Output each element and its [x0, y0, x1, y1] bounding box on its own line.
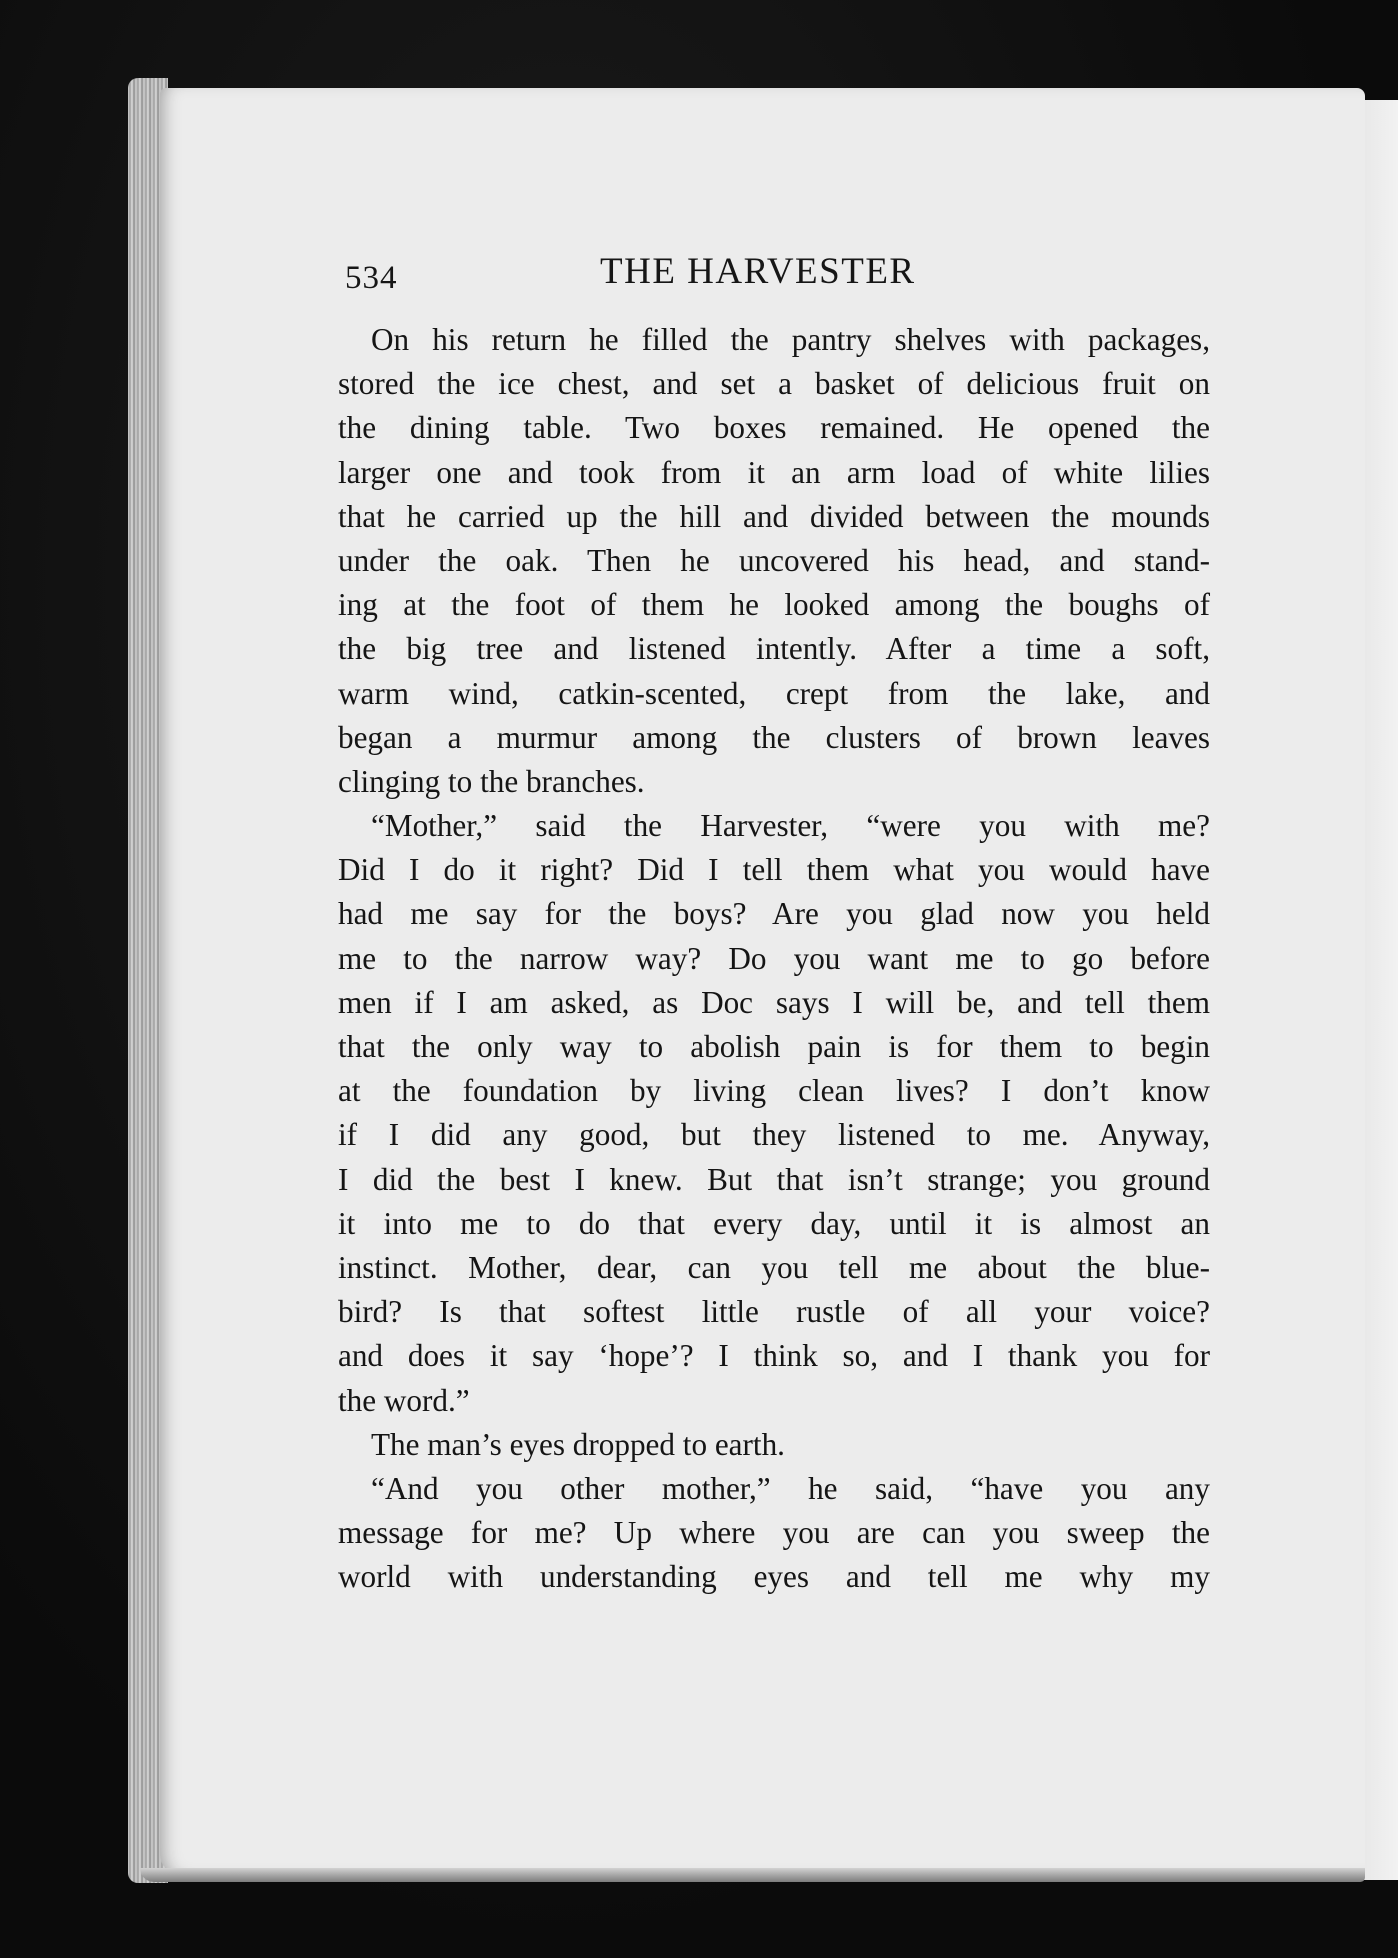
text-line: world with understanding eyes and tell me why my [338, 1559, 1210, 1595]
text-line: The man’s eyes dropped to earth. [371, 1426, 785, 1462]
text-line: bird? Is that softest little rustle of all your voice? [338, 1294, 1210, 1330]
text-line: On his return he filled the pantry shelves with packages, [371, 322, 1210, 357]
running-title: THE HARVESTER [600, 251, 916, 292]
text-line: me to the narrow way? Do you want me to go before [338, 940, 1210, 976]
text-line: stored the ice chest, and set a basket of delicious fruit on [338, 366, 1210, 402]
text-line: began a murmur among the clusters of brown leaves [338, 719, 1210, 755]
text-line: “And you other mother,” he said, “have you any [371, 1470, 1210, 1506]
text-line: that the only way to abolish pain is for them to begin [338, 1029, 1210, 1064]
text-line: I did the best I knew. But that isn’t strange; you ground [338, 1161, 1210, 1197]
text-line: the big tree and listened intently. After a time a soft, [338, 631, 1210, 667]
text-line: the dining table. Two boxes remained. He opened the [338, 410, 1210, 446]
page-bottom-edge [140, 1868, 1365, 1882]
body-text [338, 318, 1210, 1599]
text-line: ing at the foot of them he looked among the boughs of [338, 587, 1210, 623]
text-line: message for me? Up where you are can you sweep the [338, 1515, 1210, 1551]
page-number: 534 [345, 260, 398, 296]
page-header [345, 250, 1205, 310]
text-line: that he carried up the hill and divided between the mounds [338, 498, 1210, 534]
text-line: warm wind, catkin-scented, crept from the lake, and [338, 675, 1210, 711]
text-line: and does it say ‘hope’? I think so, and I thank you for [338, 1338, 1210, 1374]
text-line: the word.” [338, 1382, 470, 1418]
text-line: “Mother,” said the Harvester, “were you with me? [371, 808, 1210, 844]
text-line: men if I am asked, as Doc says I will be, and tell them [338, 984, 1210, 1020]
text-line: had me say for the boys? Are you glad now you held [338, 896, 1210, 932]
text-line: it into me to do that every day, until it is almost an [338, 1205, 1210, 1241]
text-line: larger one and took from it an arm load of white lilies [338, 454, 1210, 490]
text-line: Did I do it right? Did I tell them what you would have [338, 852, 1210, 888]
text-line: if I did any good, but they listened to me. Anyway, [338, 1117, 1210, 1153]
text-line: under the oak. Then he uncovered his head, and stand- [338, 542, 1210, 578]
text-line: at the foundation by living clean lives? I don’t know [338, 1073, 1210, 1109]
text-line: clinging to the branches. [338, 763, 645, 799]
text-line: instinct. Mother, dear, can you tell me about the blue- [338, 1249, 1210, 1285]
